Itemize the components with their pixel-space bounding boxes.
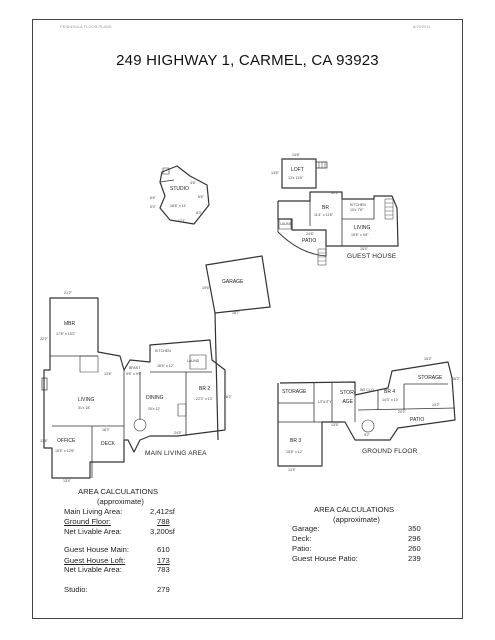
- area-right-value: 350: [408, 524, 421, 533]
- spiral-stair: [134, 419, 146, 431]
- laund-label: LAUND: [187, 359, 200, 363]
- ground-floor-caption: GROUND FLOOR: [362, 448, 418, 455]
- mbr-label: MBR: [64, 321, 76, 327]
- loft-side-dim: 13'6": [271, 171, 279, 175]
- mbr-bath: [80, 356, 98, 372]
- area-right-label: Patio:: [292, 544, 312, 553]
- studio-wall-dim: 6'6": [150, 196, 156, 200]
- main-wall-dim: 28'2": [224, 395, 232, 399]
- area-right-label: Guest House Patio:: [292, 554, 358, 563]
- gf-wall-dim: 10'2": [432, 403, 440, 407]
- area-right-value: 239: [408, 554, 421, 563]
- area-right-sub: (approximate): [333, 515, 380, 524]
- deck-label: DECK: [101, 441, 115, 447]
- loft-wall-dim: 13'8": [292, 153, 300, 157]
- area-left-value: 610: [157, 545, 170, 554]
- office-label: OFFICE: [57, 438, 76, 444]
- loft-label: LOFT: [291, 167, 304, 173]
- gf-wall-dim: 13'4": [288, 468, 296, 472]
- area-left-value: 788: [157, 517, 170, 526]
- office-dims: 15'5" x 12'6": [55, 449, 75, 453]
- area-right-label: Garage:: [292, 524, 320, 533]
- area-right-value: 296: [408, 534, 421, 543]
- utility-label: UTILITY: [318, 400, 332, 404]
- main-living-caption: MAIN LIVING AREA: [145, 450, 207, 457]
- main-wall-dim: 21'2": [64, 291, 72, 295]
- br3-label: BR 3: [290, 438, 302, 444]
- guest-living-label: LIVING: [354, 225, 371, 231]
- area-left-label: Main Living Area:: [64, 507, 123, 516]
- dining-dims: 20'x 12': [148, 407, 161, 411]
- guest-kitchen-label: KITCHEN: [350, 203, 366, 207]
- area-left-heading: AREA CALCULATIONS: [78, 487, 159, 496]
- guest-wall-dim: 15'4": [360, 247, 368, 251]
- main-wall-dim: 13'4": [63, 479, 71, 483]
- guest-stair: [385, 199, 393, 219]
- studio-wall-dim: 5'0": [150, 205, 156, 209]
- gf-storage2-label: STOR- AGE: [340, 390, 356, 405]
- gf-patio-label: PATIO: [410, 417, 425, 423]
- br2-dims: 22'3" x 13': [196, 397, 213, 401]
- kitchen-label: KITCHEN: [155, 349, 171, 353]
- area-left-label: Net Livable Area:: [64, 527, 122, 536]
- dining-label: DINING: [146, 395, 164, 401]
- company-note: PENINSULA FLOOR PLANS: [60, 24, 112, 29]
- guest-br-dims: 11'4" x 11'6": [314, 213, 334, 217]
- date-note: 6/15/2011: [413, 24, 431, 29]
- gf-wall-dim: 13'5": [331, 423, 339, 427]
- main-wall-dim: 24'5": [174, 431, 182, 435]
- studio-wall-dim: 12'1": [178, 219, 186, 223]
- garage-connector: [215, 313, 218, 440]
- garage-wall-dim: 18'7": [232, 311, 240, 315]
- br4-label: BR 4: [384, 389, 396, 395]
- main-wall-dim: 13'8": [40, 439, 48, 443]
- studio-label: STUDIO: [170, 186, 189, 192]
- gf-storage-label: STORAGE: [282, 389, 307, 395]
- br4-dims: 14'3" x 10': [382, 398, 399, 402]
- area-left-value: 3,200sf: [150, 527, 175, 536]
- living-label: LIVING: [78, 397, 95, 403]
- area-left-sub: (approximate): [97, 497, 144, 506]
- bfast-dims: 9'6" x 9'6": [126, 372, 142, 376]
- bfast-label: BFAST: [129, 366, 141, 370]
- gf-spiral-stair: [362, 420, 374, 432]
- guest-patio-dims: 24'8": [306, 232, 314, 236]
- studio-wall-dim: 6'6": [198, 195, 204, 199]
- studio-wall-dim: 8'3": [196, 211, 202, 215]
- kitchen-dims: 16'6" x 12': [157, 364, 174, 368]
- guest-kitchen-dims: 10'x 7'6": [350, 208, 364, 212]
- area-left-value: 279: [157, 585, 170, 594]
- gf-storage3-label: STORAGE: [418, 375, 443, 381]
- area-left-label: Studio:: [64, 585, 88, 594]
- living-dims: 31'x 18': [78, 406, 91, 410]
- guest-wall-dim: 41'2": [331, 191, 339, 195]
- bath-fixture: [178, 404, 186, 416]
- guest-laund-label: LAUND: [280, 222, 293, 226]
- gf-wall-dim: 5'2": [364, 433, 370, 437]
- area-left-label: Guest House Loft:: [64, 556, 126, 565]
- mbr-dims: 17'8" x 15'2": [56, 332, 76, 336]
- area-left-label: Ground Floor:: [64, 517, 111, 526]
- studio-inner-wall: [160, 180, 174, 182]
- gf-wall-dim: 16'2": [452, 377, 460, 381]
- loft-walls: [282, 159, 316, 188]
- guest-house-walls: [278, 192, 398, 246]
- gf-patio-dims: 20'2": [398, 410, 406, 414]
- br2-label: BR 2: [199, 386, 211, 392]
- br3-dims: 15'8" x 12': [286, 450, 303, 454]
- garage-wall-dim: 19'6": [202, 286, 210, 290]
- area-left-value: 2,412sf: [150, 507, 175, 516]
- main-wall-dim: 13'6": [104, 372, 112, 376]
- guest-br-label: BR: [322, 205, 329, 211]
- loft-stair: [316, 162, 327, 168]
- area-left-value: 783: [157, 565, 170, 574]
- main-wall-dim: 22'2": [40, 337, 48, 341]
- area-left-label: Net Livable Area:: [64, 565, 122, 574]
- area-right-label: Deck:: [292, 534, 312, 543]
- area-left-value: 173: [157, 556, 170, 565]
- area-right-heading: AREA CALCULATIONS: [314, 505, 395, 514]
- guest-patio-label: PATIO: [302, 238, 317, 244]
- walkin-closet-label: W/I CLO: [360, 388, 374, 392]
- property-address-title: 249 HIGHWAY 1, CARMEL, CA 93923: [116, 52, 379, 69]
- main-wall-dim: 18'3": [102, 428, 110, 432]
- guest-house-caption: GUEST HOUSE: [347, 253, 397, 260]
- loft-dims: 13'x 14'6": [288, 176, 304, 180]
- studio-dims: 18'8" x 11': [170, 204, 187, 208]
- gf-wall-dim: 15'2": [424, 357, 432, 361]
- studio-wall-dim: 4'6": [190, 181, 196, 185]
- guest-living-dims: 15'6" x 9'8": [351, 233, 369, 237]
- area-left-label: Guest House Main:: [64, 545, 129, 554]
- garage-label: GARAGE: [222, 279, 244, 285]
- area-right-value: 260: [408, 544, 421, 553]
